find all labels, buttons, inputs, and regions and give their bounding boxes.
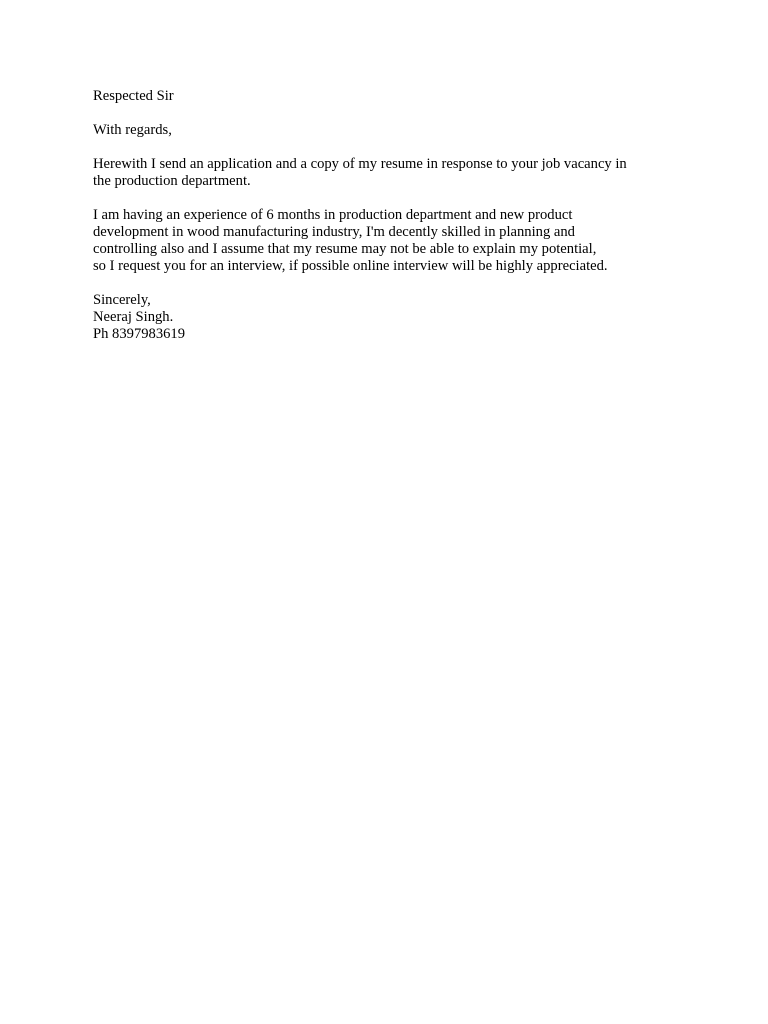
signature-block <box>93 292 693 343</box>
paragraph-line: development in wood manufacturing industry, I'm decently skilled in planning and <box>93 224 575 240</box>
signature-name: Neeraj Singh. <box>93 309 174 325</box>
letter-body <box>93 88 693 360</box>
salutation <box>93 88 693 105</box>
paragraph-line: I am having an experience of 6 months in production department and new product <box>93 207 573 223</box>
greeting <box>93 122 693 139</box>
paragraph-line: Herewith I send an application and a copy of my resume in response to your job vacancy in <box>93 156 627 172</box>
paragraph-line: so I request you for an interview, if possible online interview will be highly appreciated. <box>93 258 608 274</box>
paragraph-line: controlling also and I assume that my resume may not be able to explain my potential, <box>93 241 597 257</box>
paragraph-experience <box>93 207 693 275</box>
salutation-text: Respected Sir <box>93 88 174 104</box>
paragraph-line: the production department. <box>93 173 251 189</box>
greeting-text: With regards, <box>93 122 172 138</box>
paragraph-application <box>93 156 693 190</box>
phone-number: Ph 8397983619 <box>93 326 186 342</box>
closing-text: Sincerely, <box>93 292 151 308</box>
